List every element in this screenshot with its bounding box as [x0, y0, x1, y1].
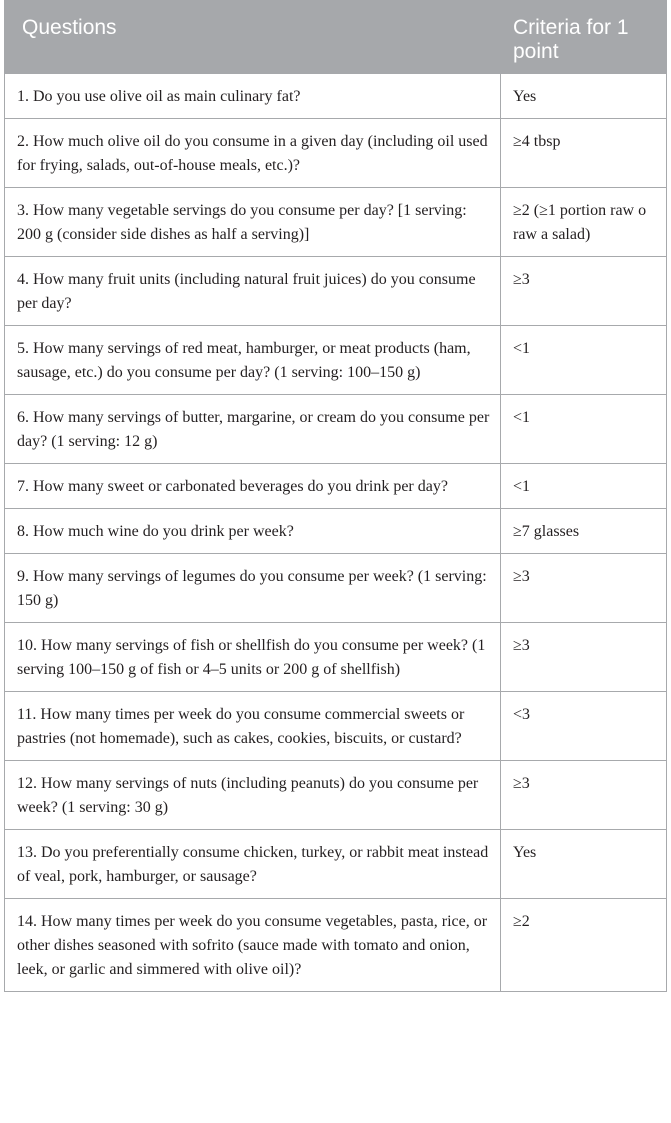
- criteria-cell: Yes: [501, 74, 667, 119]
- question-cell: 7. How many sweet or carbonated beverages do you drink per day?: [5, 464, 501, 509]
- question-cell: 3. How many vegetable servings do you consume per day? [1 serving: 200 g (consider side dishes as half a serving)]: [5, 188, 501, 257]
- table-row: [5, 509, 667, 554]
- table-row: [5, 830, 667, 899]
- table-row: [5, 188, 667, 257]
- table-row: [5, 119, 667, 188]
- criteria-cell: ≥2 (≥1 portion raw o raw a salad): [501, 188, 667, 257]
- table-row: [5, 554, 667, 623]
- criteria-cell: ≥3: [501, 257, 667, 326]
- criteria-cell: <1: [501, 395, 667, 464]
- table-row: [5, 899, 667, 992]
- criteria-cell: ≥7 glasses: [501, 509, 667, 554]
- question-cell: 4. How many fruit units (including natural fruit juices) do you consume per day?: [5, 257, 501, 326]
- table-row: [5, 257, 667, 326]
- table-row: [5, 692, 667, 761]
- question-cell: 5. How many servings of red meat, hamburger, or meat products (ham, sausage, etc.) do you consume per day? (1 serving: 100–150 g): [5, 326, 501, 395]
- table-row: [5, 623, 667, 692]
- questionnaire-table: [4, 0, 667, 992]
- criteria-cell: <1: [501, 464, 667, 509]
- criteria-cell: ≥3: [501, 623, 667, 692]
- criteria-cell: ≥4 tbsp: [501, 119, 667, 188]
- question-cell: 11. How many times per week do you consume commercial sweets or pastries (not homemade), such as cakes, cookies, biscuits, or custard?: [5, 692, 501, 761]
- question-cell: 10. How many servings of fish or shellfish do you consume per week? (1 serving 100–150 g of fish or 4–5 units or 200 g of shellfish): [5, 623, 501, 692]
- criteria-cell: Yes: [501, 830, 667, 899]
- question-cell: 14. How many times per week do you consume vegetables, pasta, rice, or other dishes seasoned with sofrito (sauce made with tomato and onion, leek, or garlic and simmered with olive oil)?: [5, 899, 501, 992]
- table-row: [5, 74, 667, 119]
- criteria-cell: ≥2: [501, 899, 667, 992]
- criteria-cell: ≥3: [501, 554, 667, 623]
- header-row: [5, 1, 667, 74]
- question-cell: 13. Do you preferentially consume chicken, turkey, or rabbit meat instead of veal, pork, hamburger, or sausage?: [5, 830, 501, 899]
- question-cell: 1. Do you use olive oil as main culinary fat?: [5, 74, 501, 119]
- table-row: [5, 464, 667, 509]
- criteria-cell: <3: [501, 692, 667, 761]
- questions-header: Questions: [5, 1, 501, 74]
- criteria-cell: ≥3: [501, 761, 667, 830]
- criteria-cell: <1: [501, 326, 667, 395]
- table-row: [5, 395, 667, 464]
- question-cell: 9. How many servings of legumes do you consume per week? (1 serving: 150 g): [5, 554, 501, 623]
- criteria-header: Criteria for 1 point: [501, 1, 667, 74]
- question-cell: 12. How many servings of nuts (including peanuts) do you consume per week? (1 serving: 30 g): [5, 761, 501, 830]
- question-cell: 2. How much olive oil do you consume in a given day (including oil used for frying, salads, out-of-house meals, etc.)?: [5, 119, 501, 188]
- question-cell: 8. How much wine do you drink per week?: [5, 509, 501, 554]
- table-row: [5, 326, 667, 395]
- table-row: [5, 761, 667, 830]
- question-cell: 6. How many servings of butter, margarine, or cream do you consume per day? (1 serving: 12 g): [5, 395, 501, 464]
